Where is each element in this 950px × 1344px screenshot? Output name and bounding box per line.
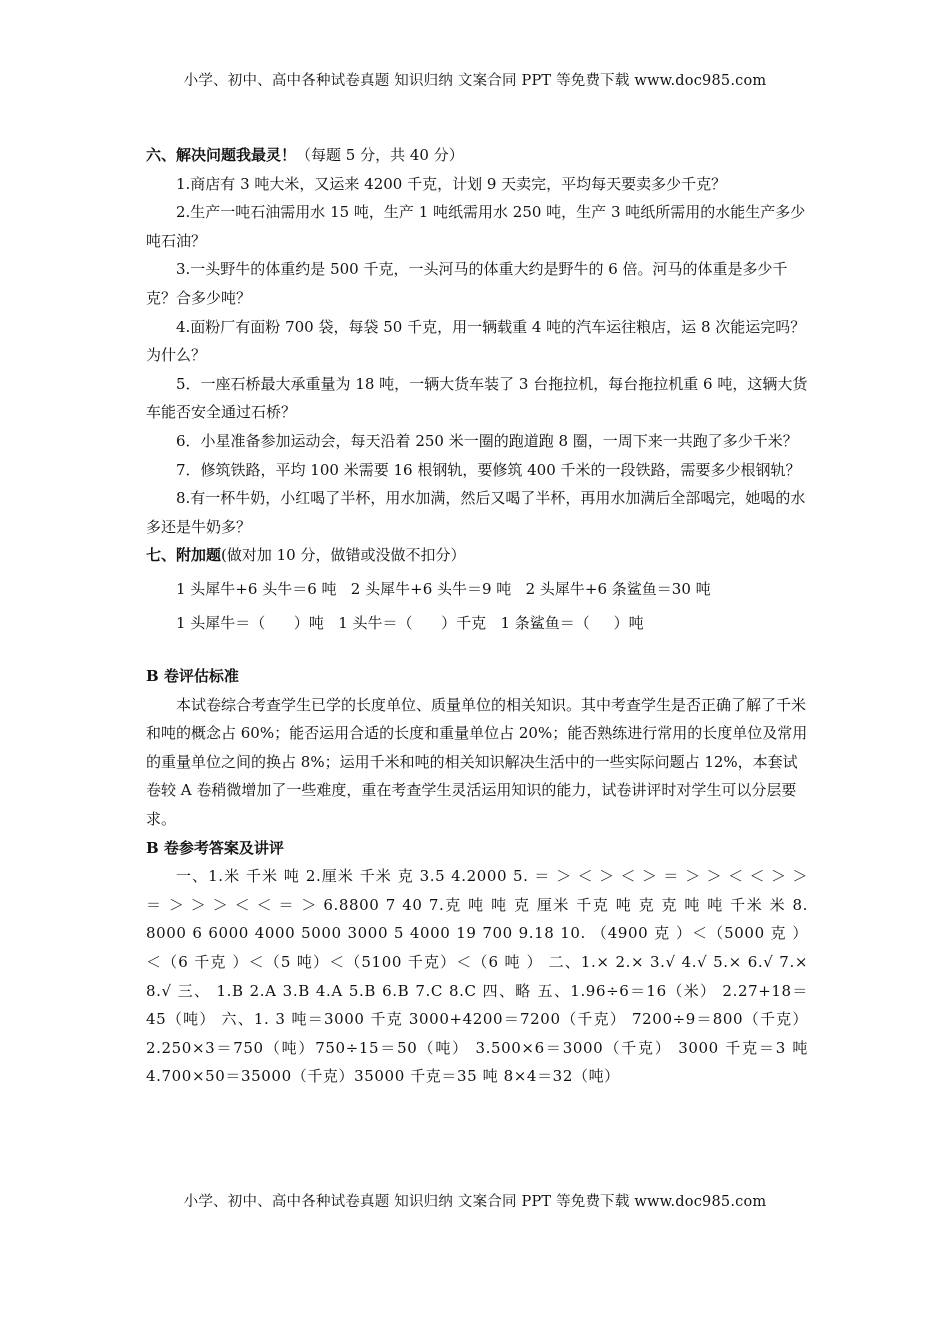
question-4: 4.面粉厂有面粉 700 袋，每袋 50 千克，用一辆载重 4 吨的汽车运往粮店，运 8 次能运完吗？为什么？ [146,317,806,365]
section7-note: (做对加 10 分，做错或没做不扣分） [221,546,466,565]
question-8: 8.有一杯牛奶，小红喝了半杯，用水加满，然后又喝了半杯，再用水加满后全部喝完，她喝的水多还是牛奶多？ [146,489,806,536]
section7-title: 七、附加题 [146,546,222,565]
section6-heading [146,141,808,170]
question-6: 6．小星准备参加运动会，每天沿着 250 米一圈的跑道跑 8 圈，一周下来一共跑了多少千米？ [176,431,798,450]
criteria-text: 本试卷综合考查学生已学的长度单位、质量单位的相关知识。其中考查学生是否正确了解了千米和吨的概念占 60%；能否运用合适的长度和重量单位占 20%；能否熟练进行常用的长度单位及常用的重量单位之间的换占 8%；运用千米和吨的相关知识解决生活中的一些实际问题占 12%，本套试卷较 A 卷稍微增加了一些难度，重在考查学生灵活运用知识的能力，试卷讲评时对学生可以分层要求。 [146,695,808,829]
question-5: 5．一座石桥最大承重量为 18 吨，一辆大货车装了 3 台拖拉机，每台拖拉机重 6 吨，这辆大货车能否安全通过石桥？ [146,374,808,422]
bonus-equations: 1 头犀牛+6 头牛＝6 吨 2 头犀牛+6 头牛＝9 吨 2 头犀牛+6 条鲨鱼＝30 吨 [176,579,711,598]
question-3: 3.一头野牛的体重约是 500 千克，一头河马的体重大约是野牛的 6 倍。河马的体重是多少千克？合多少吨？ [146,260,788,307]
section7-heading [146,541,808,570]
answers-title: B 卷参考答案及讲评 [146,838,284,857]
bonus-blanks: 1 头犀牛＝（ ）吨 1 头牛＝（ ）千克 1 条鲨鱼＝（ ）吨 [176,613,644,632]
question-2: 2.生产一吨石油需用水 15 吨，生产 1 吨纸需用水 250 吨，生产 3 吨纸所需用的水能生产多少吨石油？ [146,203,806,250]
page-footer: 小学、初中、高中各种试卷真题 知识归纳 文案合同 PPT 等免费下载 www.doc985.com [183,1194,767,1210]
document-body [146,141,808,1091]
answers-text: 一、1.米 千米 吨 2.厘米 千米 克 3.5 4.2000 5. ＝ ＞ ＜ ＞ ＜ ＞ ＝ ＞ ＞ ＜ ＜ ＞ ＞ ＝ ＞ ＞ ＞ ＜ ＜ ＝ ＞ 6.8800 7 40 7.克 吨 吨 克 厘米 千克 吨 克 克 吨 吨 千米 米 8. 8000 6 6000 4000 5000 3000 5 4000 19 700 9.18 10. （4900 克 ）＜（5000 克 ）＜（6 千克 ）＜（5 吨）＜（5100 千克）＜（6 吨 ） 二、1.× 2.× 3.√ 4.√ 5.× 6.√ 7.× 8.√ 三、 1.B 2.A 3.B 4.A 5.B 6.B 7.C 8.C 四、略 五、1.96÷6＝16（米） 2.27+18＝45（吨） 六、1. 3 吨＝3000 千克 3000+4200＝7200（千克） 7200÷9＝800（千克） 2.250×3＝750（吨）750÷15＝50（吨） 3.500×6＝3000（千克） 3000 千克＝3 吨 4.700×50＝35000（千克）35000 千克＝35 吨 8×4＝32（吨） [146,867,808,1086]
question-7: 7．修筑铁路，平均 100 米需要 16 根钢轨，要修筑 400 千米的一段铁路，需要多少根钢轨？ [176,460,801,479]
page-header: 小学、初中、高中各种试卷真题 知识归纳 文案合同 PPT 等免费下载 www.doc985.com [183,73,767,89]
section6-title: 六、解决问题我最灵！ [146,146,297,164]
section6-note: （每题 5 分，共 40 分） [296,146,464,164]
question-1: 1.商店有 3 吨大米，又运来 4200 千克，计划 9 天卖完，平均每天要卖多少千克？ [176,174,727,193]
criteria-title: B 卷评估标准 [146,667,239,686]
